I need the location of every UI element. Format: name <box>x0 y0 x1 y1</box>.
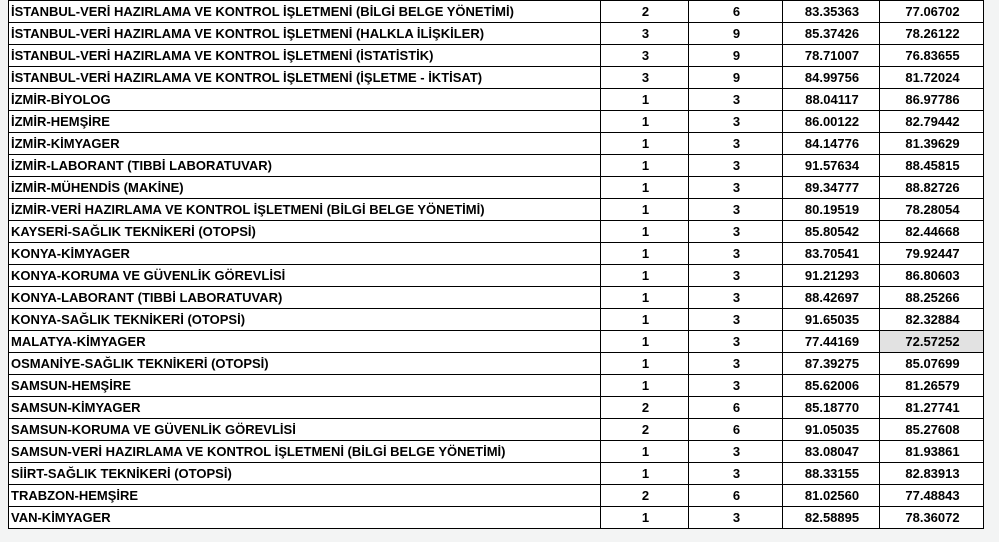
cell-max-score: 84.99756 <box>783 67 880 89</box>
cell-candidates: 9 <box>689 67 783 89</box>
cell-min-score: 85.07699 <box>880 353 984 375</box>
table-row <box>9 331 984 353</box>
cell-candidates: 3 <box>689 331 783 353</box>
cell-min-score: 86.80603 <box>880 265 984 287</box>
table-row <box>9 177 984 199</box>
cell-max-score: 88.33155 <box>783 463 880 485</box>
cell-candidates: 3 <box>689 111 783 133</box>
table-row <box>9 309 984 331</box>
table-row <box>9 23 984 45</box>
cell-position: İSTANBUL-VERİ HAZIRLAMA VE KONTROL İŞLETMENİ (BİLGİ BELGE YÖNETİMİ) <box>9 1 601 23</box>
table-row <box>9 199 984 221</box>
cell-min-score: 78.26122 <box>880 23 984 45</box>
table-row <box>9 353 984 375</box>
table-row <box>9 265 984 287</box>
cell-candidates: 3 <box>689 133 783 155</box>
cell-min-score: 78.28054 <box>880 199 984 221</box>
cell-position: SAMSUN-KİMYAGER <box>9 397 601 419</box>
cell-min-score: 88.25266 <box>880 287 984 309</box>
cell-quota: 1 <box>601 287 689 309</box>
cell-min-score: 79.92447 <box>880 243 984 265</box>
cell-min-score: 82.79442 <box>880 111 984 133</box>
cell-max-score: 83.70541 <box>783 243 880 265</box>
cell-position: İZMİR-LABORANT (TIBBİ LABORATUVAR) <box>9 155 601 177</box>
cell-quota: 2 <box>601 397 689 419</box>
cell-min-score: 72.57252 <box>880 331 984 353</box>
cell-min-score: 81.39629 <box>880 133 984 155</box>
cell-quota: 2 <box>601 485 689 507</box>
cell-candidates: 3 <box>689 309 783 331</box>
cell-quota: 3 <box>601 67 689 89</box>
cell-min-score: 77.06702 <box>880 1 984 23</box>
cell-candidates: 3 <box>689 221 783 243</box>
table-row <box>9 419 984 441</box>
cell-quota: 2 <box>601 1 689 23</box>
cell-candidates: 9 <box>689 45 783 67</box>
table-row <box>9 67 984 89</box>
table-row <box>9 397 984 419</box>
cell-position: KONYA-KORUMA VE GÜVENLİK GÖREVLİSİ <box>9 265 601 287</box>
cell-max-score: 78.71007 <box>783 45 880 67</box>
cell-candidates: 3 <box>689 155 783 177</box>
cell-position: MALATYA-KİMYAGER <box>9 331 601 353</box>
cell-quota: 3 <box>601 23 689 45</box>
cell-position: İZMİR-KİMYAGER <box>9 133 601 155</box>
cell-quota: 1 <box>601 331 689 353</box>
cell-quota: 1 <box>601 375 689 397</box>
table-row <box>9 243 984 265</box>
cell-max-score: 91.05035 <box>783 419 880 441</box>
table-row <box>9 441 984 463</box>
table-row <box>9 463 984 485</box>
cell-position: SAMSUN-KORUMA VE GÜVENLİK GÖREVLİSİ <box>9 419 601 441</box>
cell-quota: 1 <box>601 111 689 133</box>
cell-position: İSTANBUL-VERİ HAZIRLAMA VE KONTROL İŞLETMENİ (İŞLETME - İKTİSAT) <box>9 67 601 89</box>
cell-max-score: 91.57634 <box>783 155 880 177</box>
cell-quota: 1 <box>601 89 689 111</box>
cell-position: İZMİR-MÜHENDİS (MAKİNE) <box>9 177 601 199</box>
cell-min-score: 81.26579 <box>880 375 984 397</box>
cell-candidates: 6 <box>689 397 783 419</box>
cell-min-score: 77.48843 <box>880 485 984 507</box>
cell-candidates: 3 <box>689 177 783 199</box>
cell-max-score: 87.39275 <box>783 353 880 375</box>
table-row <box>9 45 984 67</box>
cell-min-score: 85.27608 <box>880 419 984 441</box>
cell-position: KONYA-SAĞLIK TEKNİKERİ (OTOPSİ) <box>9 309 601 331</box>
cell-position: OSMANİYE-SAĞLIK TEKNİKERİ (OTOPSİ) <box>9 353 601 375</box>
cell-candidates: 3 <box>689 287 783 309</box>
cell-quota: 1 <box>601 199 689 221</box>
cell-max-score: 83.08047 <box>783 441 880 463</box>
table-row <box>9 155 984 177</box>
results-sheet <box>8 0 983 528</box>
cell-min-score: 86.97786 <box>880 89 984 111</box>
cell-quota: 1 <box>601 243 689 265</box>
cell-quota: 1 <box>601 463 689 485</box>
cell-min-score: 81.72024 <box>880 67 984 89</box>
table-row <box>9 485 984 507</box>
cell-position: SİİRT-SAĞLIK TEKNİKERİ (OTOPSİ) <box>9 463 601 485</box>
table-row <box>9 221 984 243</box>
cell-position: KAYSERİ-SAĞLIK TEKNİKERİ (OTOPSİ) <box>9 221 601 243</box>
table-row <box>9 89 984 111</box>
cell-quota: 1 <box>601 353 689 375</box>
cell-min-score: 76.83655 <box>880 45 984 67</box>
cell-quota: 1 <box>601 309 689 331</box>
cell-position: İZMİR-BİYOLOG <box>9 89 601 111</box>
cell-position: SAMSUN-VERİ HAZIRLAMA VE KONTROL İŞLETMENİ (BİLGİ BELGE YÖNETİMİ) <box>9 441 601 463</box>
cell-candidates: 9 <box>689 23 783 45</box>
cell-min-score: 78.36072 <box>880 507 984 529</box>
cell-candidates: 3 <box>689 353 783 375</box>
cell-position: İSTANBUL-VERİ HAZIRLAMA VE KONTROL İŞLETMENİ (İSTATİSTİK) <box>9 45 601 67</box>
cell-position: İZMİR-HEMŞİRE <box>9 111 601 133</box>
cell-max-score: 88.04117 <box>783 89 880 111</box>
cell-min-score: 82.44668 <box>880 221 984 243</box>
cell-quota: 1 <box>601 133 689 155</box>
cell-max-score: 86.00122 <box>783 111 880 133</box>
cell-candidates: 3 <box>689 507 783 529</box>
cell-max-score: 89.34777 <box>783 177 880 199</box>
results-table-body <box>9 1 984 529</box>
cell-max-score: 80.19519 <box>783 199 880 221</box>
cell-max-score: 91.65035 <box>783 309 880 331</box>
cell-min-score: 88.45815 <box>880 155 984 177</box>
cell-min-score: 81.27741 <box>880 397 984 419</box>
cell-quota: 1 <box>601 177 689 199</box>
cell-candidates: 3 <box>689 463 783 485</box>
cell-quota: 3 <box>601 45 689 67</box>
cell-quota: 1 <box>601 265 689 287</box>
cell-max-score: 83.35363 <box>783 1 880 23</box>
cell-candidates: 6 <box>689 1 783 23</box>
cell-max-score: 77.44169 <box>783 331 880 353</box>
cell-candidates: 3 <box>689 441 783 463</box>
cell-max-score: 81.02560 <box>783 485 880 507</box>
cell-max-score: 85.80542 <box>783 221 880 243</box>
cell-min-score: 81.93861 <box>880 441 984 463</box>
table-row <box>9 1 984 23</box>
cell-candidates: 3 <box>689 89 783 111</box>
cell-quota: 2 <box>601 419 689 441</box>
cell-position: VAN-KİMYAGER <box>9 507 601 529</box>
cell-max-score: 82.58895 <box>783 507 880 529</box>
cell-candidates: 3 <box>689 265 783 287</box>
cell-quota: 1 <box>601 155 689 177</box>
cell-position: SAMSUN-HEMŞİRE <box>9 375 601 397</box>
cell-max-score: 85.62006 <box>783 375 880 397</box>
table-row <box>9 111 984 133</box>
cell-min-score: 82.32884 <box>880 309 984 331</box>
cell-candidates: 6 <box>689 485 783 507</box>
table-row <box>9 507 984 529</box>
cell-candidates: 6 <box>689 419 783 441</box>
cell-quota: 1 <box>601 221 689 243</box>
cell-candidates: 3 <box>689 243 783 265</box>
cell-max-score: 84.14776 <box>783 133 880 155</box>
cell-position: İSTANBUL-VERİ HAZIRLAMA VE KONTROL İŞLETMENİ (HALKLA İLİŞKİLER) <box>9 23 601 45</box>
cell-max-score: 88.42697 <box>783 287 880 309</box>
cell-position: KONYA-KİMYAGER <box>9 243 601 265</box>
cell-position: KONYA-LABORANT (TIBBİ LABORATUVAR) <box>9 287 601 309</box>
cell-candidates: 3 <box>689 375 783 397</box>
cell-quota: 1 <box>601 441 689 463</box>
results-table <box>8 0 984 529</box>
cell-quota: 1 <box>601 507 689 529</box>
table-row <box>9 375 984 397</box>
cell-position: İZMİR-VERİ HAZIRLAMA VE KONTROL İŞLETMENİ (BİLGİ BELGE YÖNETİMİ) <box>9 199 601 221</box>
cell-min-score: 82.83913 <box>880 463 984 485</box>
cell-max-score: 85.37426 <box>783 23 880 45</box>
cell-max-score: 85.18770 <box>783 397 880 419</box>
table-row <box>9 133 984 155</box>
cell-max-score: 91.21293 <box>783 265 880 287</box>
cell-min-score: 88.82726 <box>880 177 984 199</box>
cell-position: TRABZON-HEMŞİRE <box>9 485 601 507</box>
table-row <box>9 287 984 309</box>
cell-candidates: 3 <box>689 199 783 221</box>
